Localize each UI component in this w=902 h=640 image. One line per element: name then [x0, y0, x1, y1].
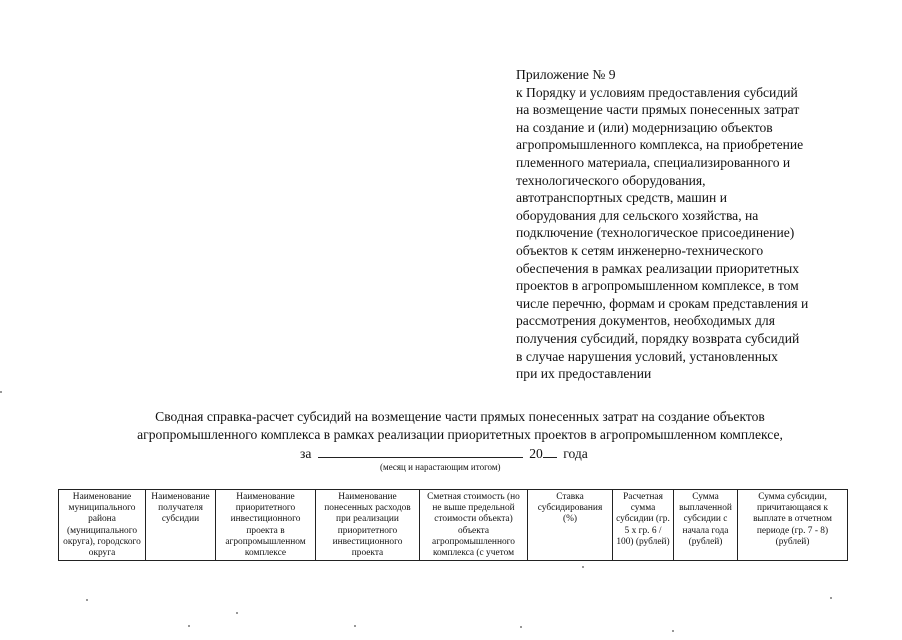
period-year: 20 [529, 446, 543, 461]
scan-speck [188, 625, 190, 627]
document-title [60, 408, 860, 444]
table-header-row [59, 490, 848, 561]
appendix-line: на создание и (или) модернизацию объектов [516, 119, 773, 135]
scan-speck [582, 566, 584, 568]
appendix-line: автотранспортных средств, машин и [516, 190, 727, 206]
column-header: Наименование понесенных расходов при реализации приоритетного инвестиционного проекта [316, 490, 420, 561]
period-line [300, 445, 588, 463]
period-prefix: за [300, 446, 312, 461]
column-header: Наименование муниципального района (муниципального округа), городского округа [59, 490, 146, 561]
period-month-blank [318, 445, 523, 458]
column-header: Ставка субсидирования (%) [528, 490, 613, 561]
appendix-line: технологического оборудования, [516, 172, 706, 188]
scan-speck [354, 625, 356, 627]
appendix-line: на возмещение части прямых понесенных затрат [516, 102, 800, 118]
scan-speck [86, 599, 88, 601]
scan-speck [520, 626, 522, 628]
column-header: Расчетная сумма субсидии (гр. 5 х гр. 6 / 100) (рублей) [613, 490, 674, 561]
appendix-line: Приложение № 9 [516, 67, 616, 82]
appendix-line: объектов к сетям инженерно-технического [516, 242, 764, 258]
subsidy-table [58, 489, 848, 561]
appendix-line: получения субсидий, порядку возврата субсидий [516, 330, 800, 346]
column-header: Сумма выплаченной субсидии с начала года (рублей) [674, 490, 738, 561]
appendix-line: проектов в агропромышленном комплексе, в том [516, 278, 799, 294]
column-header: Сумма субсидии, причитающаяся к выплате в отчетном периоде (гр. 7 - 8) (рублей) [738, 490, 848, 561]
appendix-line: к Порядку и условиям предоставления субсидий [516, 84, 798, 100]
appendix-line: числе перечню, формам и срокам представления и [516, 295, 809, 311]
title-line-1: Сводная справка-расчет субсидий на возмещение части прямых понесенных затрат на создание объектов [155, 409, 765, 424]
appendix-line: подключение (технологическое присоединение) [516, 225, 795, 241]
appendix-line: при их предоставлении [516, 366, 652, 382]
appendix-line: агропромышленного комплекса, на приобретение [516, 137, 804, 153]
appendix-line: рассмотрения документов, необходимых для [516, 313, 775, 329]
appendix-line: оборудования для сельского хозяйства, на [516, 207, 759, 223]
appendix-line: обеспечения в рамках реализации приоритетных [516, 260, 800, 276]
title-line-2: агропромышленного комплекса в рамках реализации приоритетных проектов в агропромышленном комплексе, [137, 427, 783, 442]
scan-speck [0, 391, 2, 393]
appendix-line: в случае нарушения условий, установленных [516, 348, 778, 364]
period-suffix: года [563, 446, 588, 461]
appendix-line: племенного материала, специализированного и [516, 154, 791, 170]
appendix-block [516, 66, 856, 383]
column-header: Сметная стоимость (но не выше предельной стоимости объекта) объекта агропромышленного комплекса (с учетом [420, 490, 528, 561]
column-header: Наименование получателя субсидии [146, 490, 216, 561]
scan-speck [236, 612, 238, 614]
column-header: Наименование приоритетного инвестиционного проекта в агропромышленном комплексе [216, 490, 316, 561]
scan-speck [672, 630, 674, 632]
period-hint: (месяц и нарастающим итогом) [380, 462, 501, 472]
scan-speck [830, 597, 832, 599]
period-year-blank [543, 445, 557, 458]
